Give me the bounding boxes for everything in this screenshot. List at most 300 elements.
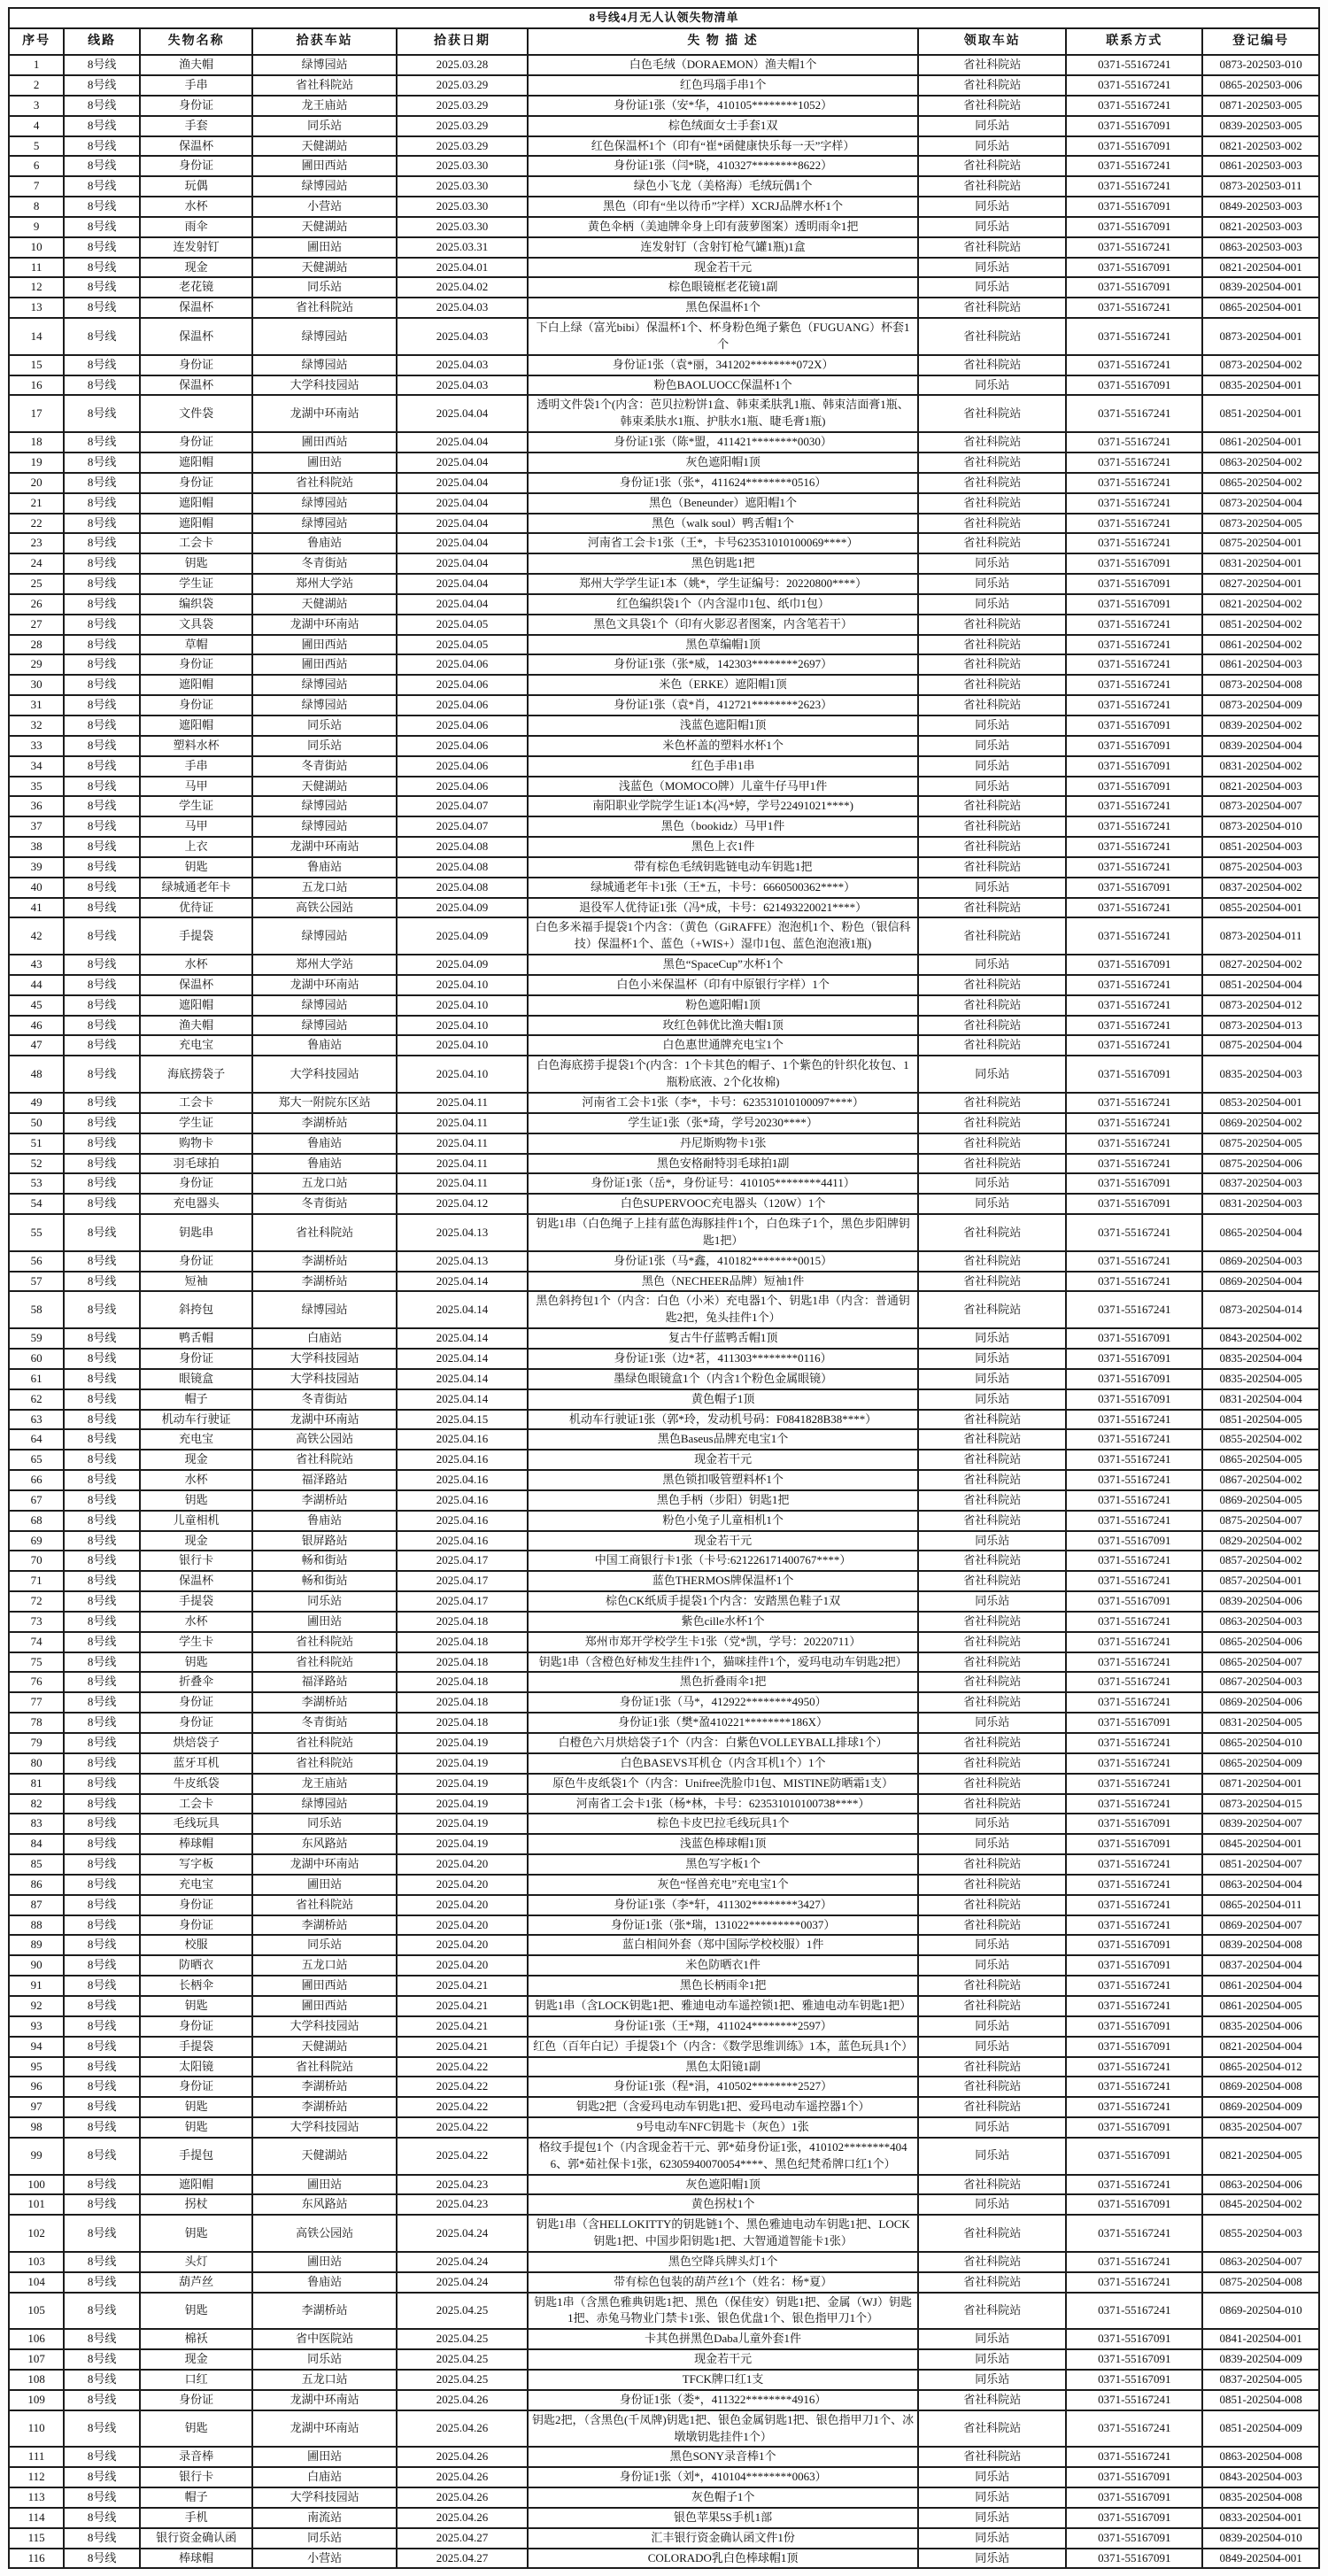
cell-line: 8号线	[64, 2194, 140, 2215]
table-row	[9, 1035, 1319, 1056]
cell-line: 8号线	[64, 995, 140, 1016]
cell-line: 8号线	[64, 594, 140, 615]
cell-found-station: 龙湖中环南站	[252, 1410, 397, 1430]
cell-registration-no: 0855-202504-001	[1202, 898, 1319, 918]
cell-found-date: 2025.04.09	[397, 898, 528, 918]
cell-line: 8号线	[64, 2117, 140, 2138]
cell-found-date: 2025.03.29	[397, 75, 528, 96]
cell-found-station: 圃田站	[252, 237, 397, 258]
cell-claim-station: 省社科院站	[918, 1251, 1066, 1272]
cell-index: 34	[9, 756, 64, 777]
cell-registration-no: 0873-202503-010	[1202, 55, 1319, 75]
cell-line: 8号线	[64, 2097, 140, 2117]
cell-found-date: 2025.03.30	[397, 217, 528, 237]
cell-contact: 0371-55167091	[1066, 1056, 1202, 1093]
cell-item-name: 保温杯	[140, 136, 252, 157]
cell-item-name: 编织袋	[140, 594, 252, 615]
cell-found-date: 2025.04.20	[397, 1895, 528, 1915]
cell-line: 8号线	[64, 1369, 140, 1389]
cell-found-date: 2025.04.26	[397, 2487, 528, 2508]
cell-description: 米色防晒衣1件	[528, 1955, 918, 1976]
cell-claim-station: 省社科院站	[918, 1470, 1066, 1490]
cell-found-station: 大学科技园站	[252, 2016, 397, 2037]
cell-registration-no: 0835-202504-001	[1202, 375, 1319, 396]
cell-claim-station: 省社科院站	[918, 1016, 1066, 1036]
cell-claim-station: 同乐站	[918, 1369, 1066, 1389]
cell-contact: 0371-55167241	[1066, 1154, 1202, 1174]
cell-claim-station: 省社科院站	[918, 975, 1066, 995]
cell-found-station: 省社科院站	[252, 1450, 397, 1470]
cell-index: 66	[9, 1470, 64, 1490]
cell-found-station: 龙湖中环南站	[252, 2410, 397, 2448]
cell-registration-no: 0865-202504-009	[1202, 1753, 1319, 1774]
cell-line: 8号线	[64, 2390, 140, 2410]
cell-line: 8号线	[64, 1895, 140, 1915]
cell-claim-station: 省社科院站	[918, 1490, 1066, 1511]
cell-index: 114	[9, 2508, 64, 2528]
table-row	[9, 2272, 1319, 2293]
cell-registration-no: 0875-202504-006	[1202, 1154, 1319, 1174]
cell-registration-no: 0835-202504-005	[1202, 1369, 1319, 1389]
cell-contact: 0371-55167091	[1066, 2117, 1202, 2138]
cell-index: 60	[9, 1349, 64, 1369]
cell-found-station: 白庙站	[252, 2467, 397, 2487]
cell-index: 67	[9, 1490, 64, 1511]
cell-registration-no: 0839-202504-001	[1202, 277, 1319, 298]
cell-claim-station: 省社科院站	[918, 2175, 1066, 2195]
cell-index: 41	[9, 898, 64, 918]
cell-claim-station: 省社科院站	[918, 2390, 1066, 2410]
table-row	[9, 1571, 1319, 1591]
cell-index: 96	[9, 2077, 64, 2097]
table-row	[9, 2390, 1319, 2410]
cell-description: 9号电动车NFC钥匙卡（灰色）1张	[528, 2117, 918, 2138]
cell-line: 8号线	[64, 878, 140, 898]
cell-claim-station: 同乐站	[918, 2329, 1066, 2349]
cell-found-date: 2025.04.04	[397, 395, 528, 432]
cell-registration-no: 0863-202503-003	[1202, 237, 1319, 258]
cell-line: 8号线	[64, 816, 140, 837]
cell-item-name: 充电器头	[140, 1194, 252, 1214]
cell-contact: 0371-55167091	[1066, 258, 1202, 278]
table-row	[9, 1389, 1319, 1410]
cell-contact: 0371-55167241	[1066, 2272, 1202, 2293]
cell-item-name: 牛皮纸袋	[140, 1774, 252, 1794]
cell-description: 灰色“怪兽充电”充电宝1个	[528, 1875, 918, 1895]
cell-contact: 0371-55167241	[1066, 1490, 1202, 1511]
cell-found-date: 2025.04.10	[397, 1056, 528, 1093]
cell-found-date: 2025.04.04	[397, 574, 528, 594]
cell-found-date: 2025.04.06	[397, 736, 528, 756]
cell-registration-no: 0835-202504-004	[1202, 1349, 1319, 1369]
cell-description: 学生证1张（张*琦，学号20230****）	[528, 1113, 918, 1133]
table-row	[9, 1612, 1319, 1632]
cell-found-station: 绿博园站	[252, 917, 397, 955]
cell-index: 65	[9, 1450, 64, 1470]
cell-index: 74	[9, 1632, 64, 1652]
cell-contact: 0371-55167241	[1066, 55, 1202, 75]
cell-registration-no: 0821-202504-003	[1202, 777, 1319, 797]
cell-claim-station: 省社科院站	[918, 654, 1066, 675]
cell-contact: 0371-55167241	[1066, 898, 1202, 918]
cell-line: 8号线	[64, 1774, 140, 1794]
cell-claim-station: 省社科院站	[918, 453, 1066, 473]
cell-contact: 0371-55167241	[1066, 695, 1202, 716]
cell-item-name: 帽子	[140, 1389, 252, 1410]
cell-contact: 0371-55167091	[1066, 553, 1202, 574]
cell-line: 8号线	[64, 574, 140, 594]
cell-index: 40	[9, 878, 64, 898]
cell-found-station: 圃田站	[252, 453, 397, 473]
cell-found-station: 冬青街站	[252, 553, 397, 574]
cell-contact: 0371-55167241	[1066, 675, 1202, 695]
cell-line: 8号线	[64, 777, 140, 797]
cell-contact: 0371-55167241	[1066, 1976, 1202, 1996]
cell-item-name: 钥匙	[140, 2097, 252, 2117]
cell-found-date: 2025.04.23	[397, 2175, 528, 2195]
cell-contact: 0371-55167091	[1066, 1814, 1202, 1834]
cell-registration-no: 0855-202504-003	[1202, 2215, 1319, 2252]
cell-description: 退役军人优待证1张（冯*成，卡号：621493220021****）	[528, 898, 918, 918]
cell-found-station: 天健湖站	[252, 777, 397, 797]
cell-line: 8号线	[64, 2215, 140, 2252]
cell-index: 45	[9, 995, 64, 1016]
table-row	[9, 2410, 1319, 2448]
cell-found-date: 2025.04.04	[397, 533, 528, 553]
cell-contact: 0371-55167091	[1066, 716, 1202, 736]
cell-found-station: 省社科院站	[252, 473, 397, 493]
cell-registration-no: 0821-202503-002	[1202, 136, 1319, 157]
cell-description: 钥匙1串（含橙色好柿发生挂件1个，猫咪挂件1个，爱玛电动车钥匙2把）	[528, 1652, 918, 1673]
cell-contact: 0371-55167091	[1066, 1369, 1202, 1389]
cell-found-date: 2025.04.09	[397, 917, 528, 955]
table-row	[9, 395, 1319, 432]
cell-index: 105	[9, 2293, 64, 2330]
table-row	[9, 2077, 1319, 2097]
cell-index: 82	[9, 1794, 64, 1814]
table-row	[9, 1591, 1319, 1612]
cell-claim-station: 同乐站	[918, 1591, 1066, 1612]
cell-item-name: 长柄伞	[140, 1976, 252, 1996]
cell-found-date: 2025.03.29	[397, 96, 528, 116]
cell-found-date: 2025.04.06	[397, 777, 528, 797]
cell-registration-no: 0839-202504-010	[1202, 2528, 1319, 2549]
cell-description: 棕色CK纸质手提袋1个内含：安踏黑色鞋子1双	[528, 1591, 918, 1612]
cell-found-station: 高铁公园站	[252, 2215, 397, 2252]
table-row	[9, 1113, 1319, 1133]
cell-description: 浅蓝色遮阳帽1顶	[528, 716, 918, 736]
cell-found-date: 2025.04.13	[397, 1251, 528, 1272]
cell-item-name: 保温杯	[140, 975, 252, 995]
cell-index: 51	[9, 1133, 64, 1154]
cell-index: 92	[9, 1996, 64, 2016]
cell-contact: 0371-55167091	[1066, 2194, 1202, 2215]
cell-found-date: 2025.04.22	[397, 2077, 528, 2097]
cell-found-station: 龙王庙站	[252, 96, 397, 116]
table-row	[9, 995, 1319, 1016]
cell-claim-station: 同乐站	[918, 553, 1066, 574]
cell-description: 白色多米福手提袋1个内含：（黄色（GiRAFFE）泡泡机1个、粉色（银信科技）保温杯1个、蓝色（+WIS+）湿巾1包、蓝色泡泡液1瓶)	[528, 917, 918, 955]
cell-found-station: 东风路站	[252, 1834, 397, 1854]
title-row	[9, 8, 1319, 28]
cell-line: 8号线	[64, 1490, 140, 1511]
cell-found-date: 2025.04.26	[397, 2467, 528, 2487]
cell-item-name: 口红	[140, 2370, 252, 2390]
cell-found-station: 大学科技园站	[252, 375, 397, 396]
cell-found-station: 郑州大学站	[252, 574, 397, 594]
cell-index: 113	[9, 2487, 64, 2508]
cell-claim-station: 省社科院站	[918, 1733, 1066, 1753]
cell-index: 95	[9, 2057, 64, 2077]
cell-description: 郑州大学学生证1本（姚*，学生证编号：20220800****）	[528, 574, 918, 594]
cell-line: 8号线	[64, 355, 140, 375]
cell-found-date: 2025.04.11	[397, 1173, 528, 1194]
cell-registration-no: 0821-202504-001	[1202, 258, 1319, 278]
cell-found-station: 福泽路站	[252, 1672, 397, 1692]
cell-index: 59	[9, 1328, 64, 1349]
cell-line: 8号线	[64, 1733, 140, 1753]
table-row	[9, 695, 1319, 716]
cell-description: 白色BASEVS耳机仓（内含耳机1个）1个	[528, 1753, 918, 1774]
table-row	[9, 2097, 1319, 2117]
cell-item-name: 写字板	[140, 1854, 252, 1875]
cell-claim-station: 省社科院站	[918, 1291, 1066, 1328]
cell-index: 71	[9, 1571, 64, 1591]
cell-found-date: 2025.03.30	[397, 176, 528, 197]
cell-registration-no: 0869-202504-009	[1202, 2097, 1319, 2117]
cell-description: 汇丰银行资金确认函文件1份	[528, 2528, 918, 2549]
table-row	[9, 2037, 1319, 2057]
cell-found-station: 龙湖中环南站	[252, 395, 397, 432]
cell-found-station: 白庙站	[252, 1328, 397, 1349]
column-header-found-station: 拾获车站	[252, 28, 397, 55]
table-row	[9, 1895, 1319, 1915]
cell-claim-station: 同乐站	[918, 1328, 1066, 1349]
cell-contact: 0371-55167091	[1066, 116, 1202, 136]
cell-found-station: 圃田站	[252, 2252, 397, 2272]
cell-index: 33	[9, 736, 64, 756]
cell-claim-station: 同乐站	[918, 756, 1066, 777]
cell-found-date: 2025.04.14	[397, 1272, 528, 1292]
cell-claim-station: 同乐站	[918, 116, 1066, 136]
cell-index: 3	[9, 96, 64, 116]
cell-item-name: 遮阳帽	[140, 675, 252, 695]
cell-found-date: 2025.04.17	[397, 1551, 528, 1571]
cell-line: 8号线	[64, 2447, 140, 2467]
cell-index: 18	[9, 432, 64, 453]
cell-description: 米色（ERKE）遮阳帽1顶	[528, 675, 918, 695]
cell-found-station: 李湖桥站	[252, 2097, 397, 2117]
cell-contact: 0371-55167091	[1066, 1834, 1202, 1854]
table-row	[9, 1093, 1319, 1113]
cell-item-name: 身份证	[140, 1173, 252, 1194]
cell-description: 黑色Baseus品牌充电宝1个	[528, 1429, 918, 1450]
cell-line: 8号线	[64, 136, 140, 157]
cell-item-name: 儿童相机	[140, 1511, 252, 1531]
cell-index: 100	[9, 2175, 64, 2195]
table-row	[9, 1349, 1319, 1369]
cell-line: 8号线	[64, 898, 140, 918]
cell-line: 8号线	[64, 2349, 140, 2370]
cell-description: 现金若干元	[528, 2349, 918, 2370]
cell-claim-station: 省社科院站	[918, 2057, 1066, 2077]
cell-registration-no: 0869-202504-002	[1202, 1113, 1319, 1133]
cell-found-date: 2025.04.26	[397, 2410, 528, 2448]
cell-registration-no: 0863-202504-006	[1202, 2175, 1319, 2195]
cell-contact: 0371-55167241	[1066, 1692, 1202, 1713]
cell-contact: 0371-55167241	[1066, 176, 1202, 197]
cell-item-name: 海底捞袋子	[140, 1056, 252, 1093]
cell-index: 55	[9, 1214, 64, 1251]
cell-contact: 0371-55167241	[1066, 2252, 1202, 2272]
column-header-found-date: 拾获日期	[397, 28, 528, 55]
cell-found-date: 2025.04.07	[397, 796, 528, 816]
cell-line: 8号线	[64, 1935, 140, 1955]
cell-found-date: 2025.04.14	[397, 1369, 528, 1389]
cell-line: 8号线	[64, 217, 140, 237]
cell-index: 80	[9, 1753, 64, 1774]
cell-index: 5	[9, 136, 64, 157]
cell-item-name: 棒球帽	[140, 2549, 252, 2569]
cell-found-station: 天健湖站	[252, 258, 397, 278]
table-row	[9, 796, 1319, 816]
cell-claim-station: 同乐站	[918, 1173, 1066, 1194]
cell-contact: 0371-55167091	[1066, 777, 1202, 797]
cell-index: 35	[9, 777, 64, 797]
cell-contact: 0371-55167241	[1066, 1895, 1202, 1915]
cell-claim-station: 同乐站	[918, 217, 1066, 237]
cell-contact: 0371-55167241	[1066, 1774, 1202, 1794]
cell-item-name: 购物卡	[140, 1133, 252, 1154]
table-row	[9, 237, 1319, 258]
table-row	[9, 1692, 1319, 1713]
cell-contact: 0371-55167241	[1066, 654, 1202, 675]
cell-found-station: 高铁公园站	[252, 898, 397, 918]
cell-line: 8号线	[64, 1410, 140, 1430]
cell-contact: 0371-55167241	[1066, 1113, 1202, 1133]
cell-description: 红色手串1串	[528, 756, 918, 777]
cell-line: 8号线	[64, 1173, 140, 1194]
cell-found-station: 圃田站	[252, 2175, 397, 2195]
cell-description: 黑色（Beneunder）遮阳帽1个	[528, 493, 918, 514]
cell-index: 69	[9, 1531, 64, 1551]
cell-registration-no: 0865-202504-007	[1202, 1652, 1319, 1673]
cell-item-name: 钥匙	[140, 2293, 252, 2330]
table-row	[9, 736, 1319, 756]
cell-line: 8号线	[64, 2410, 140, 2448]
cell-description: 白色小米保温杯（印有中原银行字样）1个	[528, 975, 918, 995]
cell-found-date: 2025.04.14	[397, 1349, 528, 1369]
cell-claim-station: 省社科院站	[918, 473, 1066, 493]
cell-index: 115	[9, 2528, 64, 2549]
cell-claim-station: 省社科院站	[918, 96, 1066, 116]
table-row	[9, 2447, 1319, 2467]
cell-claim-station: 省社科院站	[918, 395, 1066, 432]
cell-line: 8号线	[64, 1429, 140, 1450]
cell-found-station: 天健湖站	[252, 2138, 397, 2175]
cell-found-station: 龙湖中环南站	[252, 975, 397, 995]
cell-contact: 0371-55167241	[1066, 96, 1202, 116]
cell-found-station: 大学科技园站	[252, 1369, 397, 1389]
cell-found-station: 绿博园站	[252, 1291, 397, 1328]
cell-claim-station: 同乐站	[918, 375, 1066, 396]
cell-found-station: 绿博园站	[252, 514, 397, 534]
cell-found-date: 2025.04.17	[397, 1571, 528, 1591]
cell-item-name: 校服	[140, 1935, 252, 1955]
cell-found-date: 2025.04.18	[397, 1692, 528, 1713]
cell-line: 8号线	[64, 176, 140, 197]
cell-item-name: 学生证	[140, 574, 252, 594]
table-row	[9, 2175, 1319, 2195]
cell-contact: 0371-55167241	[1066, 615, 1202, 635]
cell-found-station: 龙湖中环南站	[252, 837, 397, 857]
cell-found-date: 2025.03.30	[397, 156, 528, 176]
cell-item-name: 银行卡	[140, 1551, 252, 1571]
cell-description: 黑色太阳镜1副	[528, 2057, 918, 2077]
cell-registration-no: 0865-202504-010	[1202, 1733, 1319, 1753]
cell-index: 73	[9, 1612, 64, 1632]
cell-claim-station: 省社科院站	[918, 355, 1066, 375]
table-row	[9, 1632, 1319, 1652]
cell-found-station: 李湖桥站	[252, 1692, 397, 1713]
cell-registration-no: 0873-202504-013	[1202, 1016, 1319, 1036]
cell-found-station: 东风路站	[252, 2194, 397, 2215]
cell-claim-station: 省社科院站	[918, 1774, 1066, 1794]
cell-description: 黑色（bookidz）马甲1件	[528, 816, 918, 837]
cell-claim-station: 同乐站	[918, 2016, 1066, 2037]
cell-item-name: 塑料水杯	[140, 736, 252, 756]
cell-found-date: 2025.04.18	[397, 1713, 528, 1733]
cell-registration-no: 0839-202504-007	[1202, 1814, 1319, 1834]
cell-found-station: 同乐站	[252, 2528, 397, 2549]
cell-contact: 0371-55167241	[1066, 816, 1202, 837]
cell-contact: 0371-55167241	[1066, 2410, 1202, 2448]
cell-line: 8号线	[64, 756, 140, 777]
cell-registration-no: 0851-202504-004	[1202, 975, 1319, 995]
cell-index: 102	[9, 2215, 64, 2252]
cell-index: 20	[9, 473, 64, 493]
cell-index: 4	[9, 116, 64, 136]
cell-claim-station: 省社科院站	[918, 2447, 1066, 2467]
cell-description: 黄色帽子1顶	[528, 1389, 918, 1410]
cell-claim-station: 同乐站	[918, 136, 1066, 157]
cell-found-station: 省社科院站	[252, 1632, 397, 1652]
cell-registration-no: 0845-202504-001	[1202, 1834, 1319, 1854]
cell-line: 8号线	[64, 1251, 140, 1272]
cell-registration-no: 0875-202504-008	[1202, 2272, 1319, 2293]
cell-item-name: 钥匙	[140, 1490, 252, 1511]
cell-claim-station: 省社科院站	[918, 237, 1066, 258]
table-row	[9, 816, 1319, 837]
cell-contact: 0371-55167091	[1066, 1531, 1202, 1551]
cell-claim-station: 同乐站	[918, 277, 1066, 298]
cell-found-station: 李湖桥站	[252, 1113, 397, 1133]
table-row	[9, 136, 1319, 157]
cell-registration-no: 0863-202504-004	[1202, 1875, 1319, 1895]
cell-index: 85	[9, 1854, 64, 1875]
cell-claim-station: 省社科院站	[918, 2272, 1066, 2293]
cell-line: 8号线	[64, 1854, 140, 1875]
cell-registration-no: 0871-202504-001	[1202, 1774, 1319, 1794]
table-row	[9, 594, 1319, 615]
cell-description: 带有棕色毛绒钥匙链电动车钥匙1把	[528, 857, 918, 878]
cell-contact: 0371-55167241	[1066, 975, 1202, 995]
cell-line: 8号线	[64, 432, 140, 453]
cell-item-name: 眼镜盒	[140, 1369, 252, 1389]
cell-found-station: 龙湖中环南站	[252, 615, 397, 635]
cell-line: 8号线	[64, 55, 140, 75]
cell-index: 90	[9, 1955, 64, 1976]
